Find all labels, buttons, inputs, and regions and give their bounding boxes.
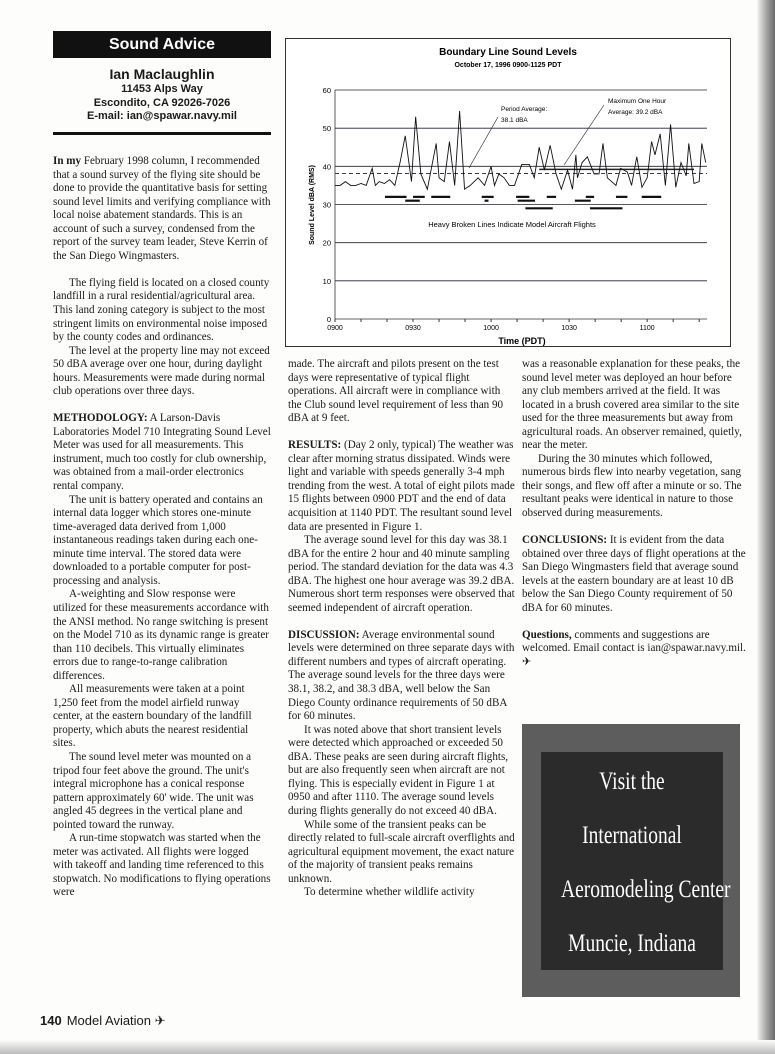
page-number: 140 (40, 1013, 62, 1028)
methodology-paragraph (53, 412, 271, 493)
y-axis-label: Sound Level dBA (RMS) (309, 165, 316, 245)
conclusions-paragraph (522, 534, 746, 615)
section-heading: DISCUSSION: (288, 628, 360, 641)
header-rule (53, 132, 271, 135)
y-tick-label: 40 (322, 162, 331, 172)
paragraph: The average sound level for this day was 38.1 dBA for the entire 2 hour and 40 minute sampling period. The standard deviation for the data was 4.3 dBA. The highest one hour average was 39.2 dBA. Numerous short term responses were observed that seemed independent of aircraft operation. (288, 534, 515, 614)
paragraph: was a reasonable explanation for these peaks, the sound level meter was deployed an hour before any club members arrived at the field. It was located in a brush covered area similar to the site used for the three measurements but away from agricultural roads. An observer remained, quietly, near the meter. (522, 358, 742, 452)
scan-edge (757, 0, 775, 1054)
airplane-icon: ✈ (522, 655, 532, 668)
page-footer (40, 1013, 166, 1029)
paragraph: The level at the property line may not exceed 50 dBA average over one hour, during daylight hours. Measurements were made during normal club operations over three days. (53, 344, 270, 398)
paragraph: The unit is battery operated and contains an internal data logger which stores one-minute time-averaged data derived from 1,000 instantaneous readings taken during each one-minute time interval. The stored data were downloaded to a portable computer for post-processing and analysis. (53, 493, 263, 587)
max-hour-value: Average: 39.2 dBA (608, 109, 663, 116)
y-tick-label: 30 (322, 200, 331, 210)
paragraph: During the 30 minutes which followed, numerous birds flew into nearby vegetation, sang their songs, and flew off after a minute or so. The resultant peaks were identical in nature to those observed during measurements. (522, 452, 742, 520)
address-line: Escondito, CA 92026-7026 (93, 96, 231, 109)
ad-line: Visit the (599, 768, 665, 795)
x-tick-label: 1000 (483, 325, 499, 332)
questions-paragraph (522, 629, 746, 670)
paragraph-text: comments and suggestions are welcomed. Email contact is ian@spawar.navy.mil. (522, 628, 746, 655)
ad-panel (541, 752, 731, 970)
author-name: Ian Maclaughlin (109, 66, 215, 82)
figure-1-chart (285, 38, 731, 347)
y-tick-label: 0 (326, 315, 331, 324)
scan-bottom (0, 1040, 775, 1054)
x-tick-label: 0930 (405, 325, 421, 332)
period-average-label: Period Average: (501, 106, 548, 113)
magazine-name: Model Aviation (66, 1013, 152, 1028)
column-title: Sound Advice (53, 31, 271, 58)
middle-column (288, 358, 516, 900)
intro-paragraph (53, 155, 271, 263)
right-column (522, 358, 746, 669)
email-line: E-mail: ian@spawar.navy.mil (87, 110, 237, 122)
ad-line: Aeromodeling Center (561, 876, 731, 903)
paragraph: To determine whether wildlife activity (304, 886, 475, 899)
discussion-paragraph (288, 629, 516, 724)
paragraph: made. The aircraft and pilots present on the test days were representative of typical flight operations. All aircraft were in compliance with the Club sound level requirement of less than 90 dBA at 9 feet. (288, 358, 504, 425)
paragraph-text: February 1998 column, I recommended that a sound survey of the flying site should be done to provide the quantitative basis for setting sound level limits and verifying compliance with local noise abatement standards. This is an account of such a survey, condensed from the report of the survey team leader, Steve Kerrin of the San Diego Wingmasters. (53, 155, 271, 262)
paragraph: All measurements were taken at a point 1,250 feet from the model airfield runway center, at the eastern boundary of the landfill property, which abuts the nearest residential sites. (53, 683, 252, 750)
lead-in: Questions, (522, 628, 572, 641)
paragraph: It was noted above that short transient levels were detected which approached or exceeded 50 dBA. These peaks are seen during aircraft flights, but are also frequently seen when aircraft are not flying. This is especially evident in Figure 1 at 0950 and after 1110. The average sound levels during flights generally do not exceed 40 dBA. (288, 723, 509, 817)
x-tick-label: 1030 (561, 325, 577, 332)
chart-title: Boundary Line Sound Levels (439, 47, 577, 58)
paragraph: A run-time stopwatch was started when the meter was activated. All flights were logged with takeoff and landing time referenced to this stopwatch. No modifications to flying operations were (53, 832, 271, 899)
y-tick-label: 10 (322, 276, 331, 286)
sound-level-chart (286, 39, 730, 346)
paragraph: While some of the transient peaks can be directly related to full-scale aircraft overflights and agricultural equipment movement, the exact nature of the majority of transient peaks remains unknown. (288, 818, 515, 885)
address-line: 11453 Alps Way (121, 83, 203, 95)
max-hour-label: Maximum One Hour (608, 98, 667, 105)
author-block (53, 65, 271, 124)
airplane-icon: ✈ (154, 1013, 166, 1028)
period-average-value: 38.1 dBA (501, 117, 528, 124)
y-tick-label: 50 (322, 124, 331, 134)
results-paragraph (288, 439, 516, 534)
annotation-arrow (564, 105, 604, 165)
y-tick-label: 20 (322, 238, 331, 248)
section-heading: CONCLUSIONS: (522, 534, 608, 547)
lead-in: In my (53, 155, 82, 167)
chart-subtitle: October 17, 1996 0900-1125 PDT (454, 62, 562, 69)
paragraph: A-weighting and Slow response were utilized for these measurements accordance with the ANSI method. No range switching is present on the Model 710 as its dynamic range is greater than 110 decibels. This virtually eliminates errors due to range-to-range calibration differences. (53, 588, 269, 682)
ad-line: International (582, 822, 682, 849)
paragraph-text: It is evident from the data obtained over three days of flight operations at the San Diego Wingmasters field that average sound levels at the eastern boundary are at least 10 dB below the San Diego County requirement of 50 dBA for 60 minutes. (522, 534, 746, 614)
x-tick-label: 1100 (639, 325, 655, 332)
section-heading: RESULTS: (288, 439, 342, 452)
flights-annotation: Heavy Broken Lines Indicate Model Aircraft Flights (428, 220, 596, 229)
advertisement (522, 724, 740, 997)
paragraph: The sound level meter was mounted on a tripod four feet above the ground. The unit's integral microphone has a conical response pattern approximately 60' wide. The unit was angled 45 degrees in the vertical plane and pointed toward the runway. (53, 750, 254, 831)
paragraph-text: Average environmental sound levels were determined on three separate days with different numbers and types of aircraft operating. The average sound levels for the three days were 38.1, 38.2, and 38.3 dBA, well below the San Diego County ordinance requirements of 50 dBA for 60 minutes. (288, 628, 515, 723)
left-column (53, 155, 271, 900)
x-tick-label: 0900 (327, 325, 343, 332)
paragraph-text: A Larson-Davis Laboratories Model 710 Integrating Sound Level Meter was used for all measurements. This instrument, much too costly for club ownership, was obtained from a mail-order electronics rental company. (53, 412, 271, 493)
x-axis-label: Time (PDT) (498, 336, 546, 346)
section-heading: METHODOLOGY: (53, 412, 148, 425)
ad-line: Muncie, Indiana (568, 930, 696, 957)
paragraph: The flying field is located on a closed county landfill in a rural residential/agricultural area. This land zoning category is subject to the most stringent limits on environmental noise imposed by the county codes and ordinances. (53, 276, 270, 344)
y-tick-label: 60 (322, 86, 331, 95)
paragraph-text: (Day 2 only, typical) The weather was clear after morning stratus dissipated. Winds were light and variable with speeds generally 3-4 mph trending from the west. A total of eight pilots made 15 flights between 0900 PDT and the end of data acquisition at 1140 PDT. The resultant sound level data are presented in Figure 1. (288, 439, 515, 533)
annotation-arrow (469, 117, 498, 168)
